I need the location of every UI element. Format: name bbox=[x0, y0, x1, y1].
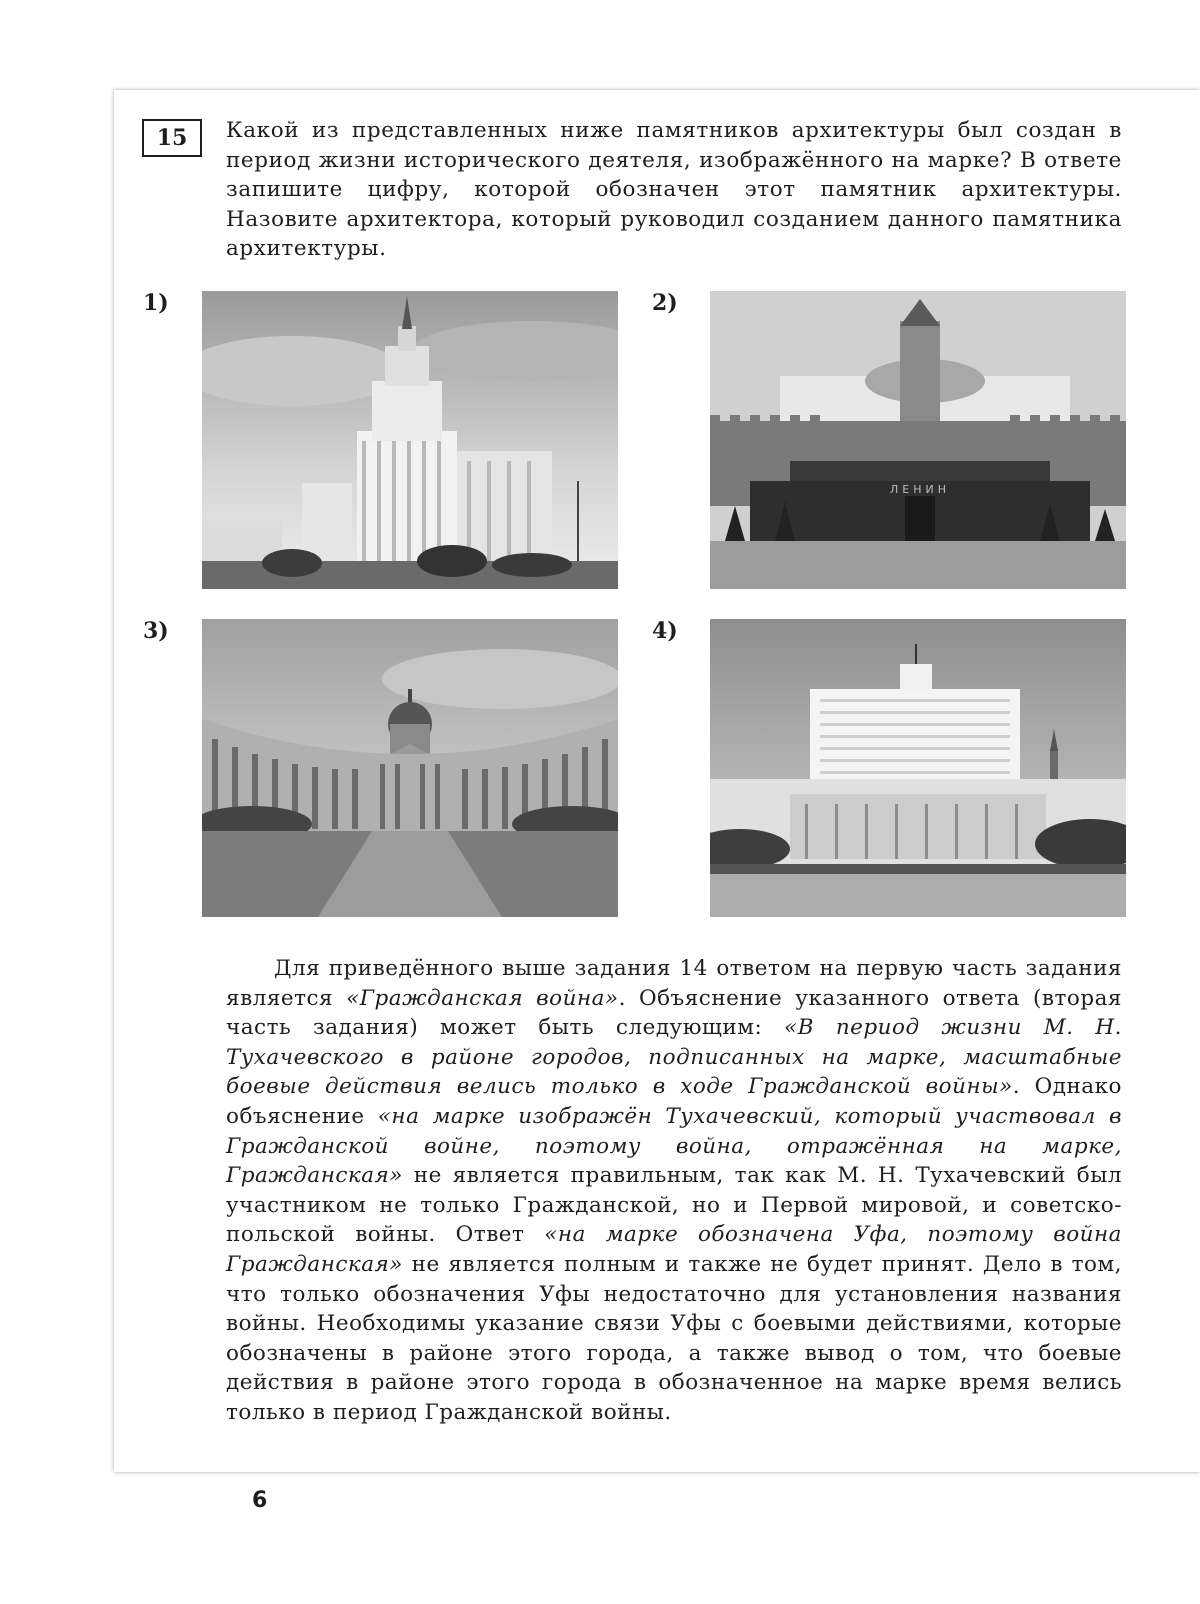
task-number: 15 bbox=[156, 125, 188, 151]
mausoleum-sign: ЛЕНИН bbox=[890, 483, 950, 496]
option-label-2: 2) bbox=[652, 290, 678, 316]
explanation-quote-3: «на марке изображён Тухачевский, который участвовал в Гражданской войне, поэтому война, отражённая на марке, Гражданская» bbox=[226, 1103, 1122, 1189]
option-label-4: 4) bbox=[652, 618, 678, 644]
answer-explanation bbox=[226, 954, 1122, 1428]
photo-option-2-mausoleum bbox=[710, 291, 1126, 589]
task-number-box bbox=[142, 119, 202, 157]
explanation-text-1: Для приведённого выше задания 14 ответом на первую часть задания является bbox=[226, 956, 1122, 1011]
explanation-quote-2: «В период жизни М. Н. Тухачевского в районе городов, подписанных на марке, масштабные боевые действия велись только в ходе Гражданской войны» bbox=[226, 1015, 1123, 1100]
page-number: 6 bbox=[252, 1488, 268, 1513]
option-label-3: 3) bbox=[143, 618, 169, 644]
explanation-quote-4: «на марке обозначена Уфа, поэтому война Гражданская» bbox=[226, 1222, 1122, 1277]
photo-option-4-white-house bbox=[710, 619, 1126, 917]
explanation-text-3: . Однако объяснение bbox=[226, 1074, 1122, 1129]
explanation-text-4: не является правильным, так как М. Н. Тухачевский был участником не только Гражданской, но и Первой мировой, и советско-польской войны. Ответ bbox=[226, 1163, 1122, 1248]
explanation-quote-1: «Гражданская война» bbox=[346, 985, 619, 1011]
explanation-text-5: не является полным и также не будет принят. Дело в том, что только обозначения Уфы недостаточно для установления названия войны. Необходимы указание связи Уфы с боевыми действиями, которые обозначены в районе этого города, а также вывод о том, что боевые действия в районе этого города в обозначенное на марке время велись только в период Гражданской войны. bbox=[226, 1251, 1122, 1425]
explanation-text-2: . Объяснение указанного ответа (вторая часть задания) может быть следующим: bbox=[226, 985, 1122, 1041]
task-question: Какой из представленных ниже памятников архитектуры был создан в период жизни исторического деятеля, изображённого на марке? В ответе запишите цифру, которой обозначен этот памятник архитектуры. Назовите архитектора, который руководил созданием данного памятника архитектуры. bbox=[226, 118, 1122, 261]
option-label-1: 1) bbox=[143, 290, 169, 316]
photo-option-1-highrise bbox=[202, 291, 618, 589]
photo-option-3-kazan-cathedral bbox=[202, 619, 618, 917]
